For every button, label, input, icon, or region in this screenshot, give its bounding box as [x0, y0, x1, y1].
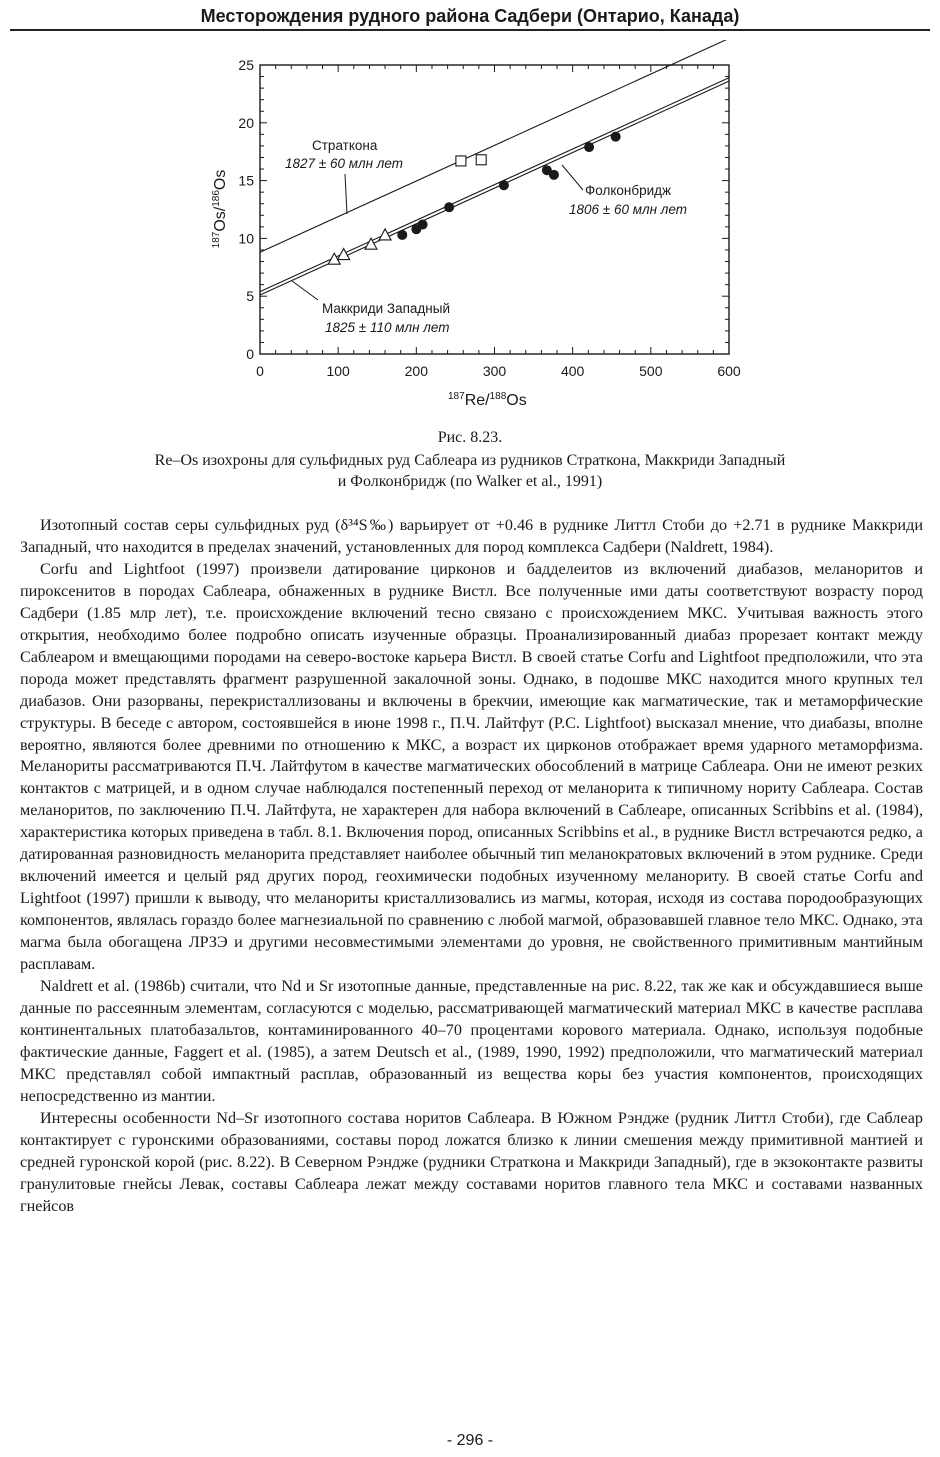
- point-triangle: [338, 249, 350, 260]
- x-tick-label: 300: [482, 363, 507, 379]
- body-text: [20, 515, 923, 1218]
- point-triangle: [365, 238, 377, 249]
- y-tick-label: 10: [238, 230, 254, 247]
- point-square: [456, 156, 466, 166]
- point-square: [476, 155, 486, 165]
- series-label-mccreedy-west: Маккриди Западный: [322, 301, 450, 316]
- x-tick-label: 400: [560, 363, 585, 379]
- series-label-stratcona: Страткона: [312, 138, 378, 153]
- x-tick-label: 500: [639, 363, 663, 379]
- y-tick-label: 0: [246, 346, 254, 362]
- point-circle: [418, 220, 428, 230]
- x-tick-label: 0: [256, 363, 264, 379]
- y-tick-label: 15: [238, 172, 254, 189]
- y-tick-label: 25: [238, 57, 254, 73]
- point-triangle: [379, 229, 391, 240]
- paragraph: Изотопный состав серы сульфидных руд (δ³⁴S‰) варьирует от +0.46 в руднике Литтл Стоби до +2.71 в руднике Маккриди Западный, что находится в пределах значений, установленных для пород комплекса Садбери (Naldrett, 1984).: [20, 516, 923, 556]
- y-axis-title: $^{187}$Os/$^{186}$Os: [211, 169, 229, 249]
- y-tick-label: 5: [246, 288, 254, 305]
- leader-stratcona: [345, 174, 347, 214]
- series-label-falconbridge: Фолконбридж: [585, 183, 672, 198]
- x-axis-title: $^{187}$Re/$^{188}$Os: [448, 391, 527, 409]
- paragraph: Интересны особенности Nd–Sr изотопного состава норитов Саблеара. В Южном Рэндже (рудник Литтл Стоби), где Саблеар контактирует с гуронскими образованиями, составы пород ложатся близко к линии смешения между примитивной мантией и средней гуронской корой (рис. 8.22). В Северном Рэндже (рудники Страткона и Маккриди Западный), где в экзоконтакте развиты гранулитовые гнейсы Левак, составы Саблеара лежат между составами норитов главного тела МКС и составами названных гнейсов: [20, 1108, 923, 1215]
- point-circle: [611, 132, 621, 142]
- figure-caption-line-2: и Фолконбридж (по Walker et al., 1991): [337, 473, 603, 490]
- point-circle: [549, 170, 559, 180]
- tick-labels: [238, 57, 740, 379]
- figure-caption-line-1: Re–Os изохроны для сульфидных руд Саблеара из рудников Страткона, Маккриди Западный: [154, 452, 786, 469]
- series-age-falconbridge: 1806 ± 60 млн лет: [569, 202, 687, 217]
- running-head-title: Месторождения рудного района Садбери (Онтарио, Канада): [200, 6, 740, 26]
- header-rule: [10, 29, 930, 31]
- leader-mccreedy-west: [292, 281, 318, 300]
- series-age-mccreedy-west: 1825 ± 110 млн лет: [325, 320, 450, 335]
- leader-falconbridge: [562, 165, 583, 190]
- figure-number: Рис. 8.23.: [437, 429, 503, 446]
- isochron-chart: [0, 40, 940, 420]
- point-circle: [499, 180, 509, 190]
- point-circle: [584, 142, 594, 152]
- x-tick-label: 200: [404, 363, 429, 379]
- series-age-stratcona: 1827 ± 60 млн лет: [285, 156, 403, 171]
- paragraph: Naldrett et al. (1986b) считали, что Nd и Sr изотопные данные, представленные на рис. 8.22, так же как и обсуждавшиеся выше данные по рассеянным элементам, согласуются с моделью, рассматривающей магматический материал МКС в качестве расплава континентальных платобазальтов, контаминированного 40–70 процентами корового материала. Однако, используя подобные фактические данные, Faggert et al. (1985), а затем Deutsch et al., (1989, 1990, 1992) предположили, что магматический материал МКС представлял собой импактный расплав, образованный из вещества коры без участия компонентов, происходящих непосредственно из мантии.: [20, 977, 923, 1105]
- x-tick-label: 100: [326, 363, 350, 379]
- x-tick-label: 600: [717, 363, 741, 379]
- paragraph: Corfu and Lightfoot (1997) произвели датирование цирконов и бадделеитов из включений диабазов, меланоритов и пироксенитов в породах Саблеара, обнаженных в руднике Вистл. Все полученные ими даты соответствуют возрасту пород Садбери (1.85 млр лет), т.е. происхождение включений тесно связано с происхождением МКС. Учитывая важность этого открытия, необходимо более подробно описать изученные образцы. Проанализированный диабаз прорезает контакт между Саблеаром и вмещающими породами на северо-востоке карьера Вистл. В своей статье Corfu and Lightfoot предположили, что эта порода может представлять фрагмент разрушенной закалочной зоны. Однако, в подошве МКС находится много крупных тел диабазов. Они разорваны, перекристаллизованы и включены в брекчии, имеющие как магматические, так и метаморфические структуры. В беседе с автором, состоявшейся в июне 1998 г., П.Ч. Лайтфут (P.C. Lightfoot) высказал мнение, что диабазы, вполне вероятно, являются более древними по отношению к МКС, а возраст их цирконов отображает время ударного метаморфизма. Меланориты рассматриваются П.Ч. Лайтфутом в качестве магматических обособлений в матрице Саблеара. Они не имеют резких контактов с матрицей, и в одном случае наблюдался постепенный переход от меланорита к типичному нориту Саблеара. Состав меланоритов, по заключению П.Ч. Лайтфута, не характерен для набора включений в Саблеаре, описанных Scribbins et al. (1984), характеристика которых приведена в табл. 8.1. Включения пород, описанных Scribbins et al., в руднике Вистл встречаются редко, а датированная разновидность меланорита представляет наиболее обычный тип меланократовых включений в этом руднике. Среди включений имеется и целый ряд других пород, геохимически подобных изученному меланориту. В своей статье Corfu and Lightfoot (1997) пришли к выводу, что меланориты кристаллизовались из магмы, которая, исходя из состава породообразующих компонентов, являлась гораздо более магнезиальной по сравнению с любой магмой, образовавшей главное тело МКС. Однако, эта магма была обогащена ЛРЗЭ и другими несовместимыми элементами до уровня, не свойственного примитивным мантийным расплавам.: [20, 559, 923, 974]
- y-tick-label: 20: [238, 114, 254, 131]
- point-circle: [444, 202, 454, 212]
- point-circle: [397, 230, 407, 240]
- page-number: - 296 -: [446, 1432, 494, 1449]
